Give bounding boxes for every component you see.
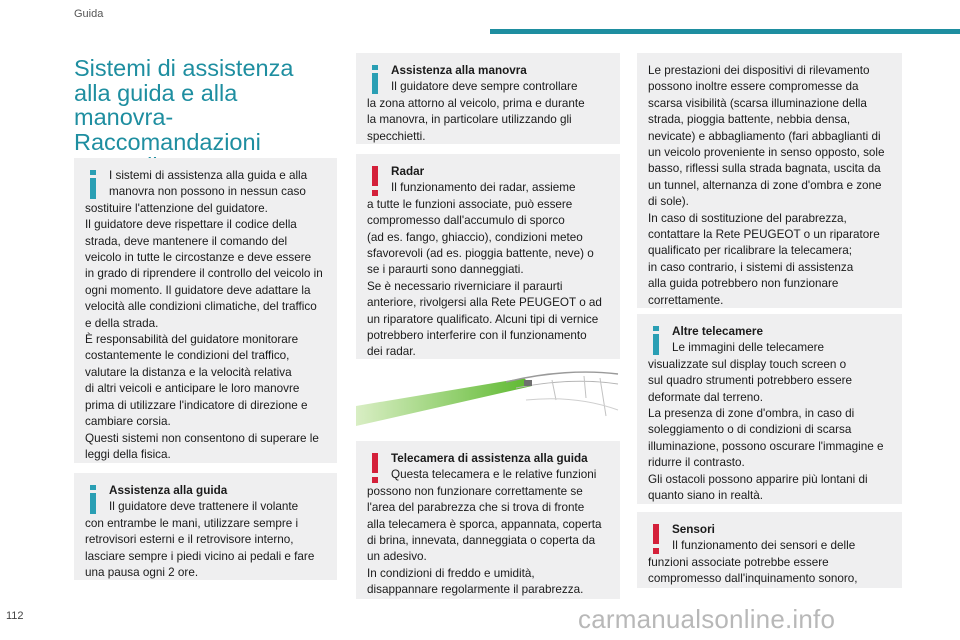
text-line: scarsa visibilità (scarsa illuminazione della <box>648 96 867 110</box>
camera-field-of-view <box>356 378 532 426</box>
text-line: sostituire l'attenzione del guidatore. <box>85 201 268 215</box>
text-line: sul quadro strumenti potrebbero essere <box>648 374 852 388</box>
box-heading: Assistenza alla manovra <box>391 64 527 77</box>
text-line: In condizioni di freddo e umidità, <box>367 566 535 580</box>
box-heading: Radar <box>391 165 425 178</box>
text-line: ogni momento. Il guidatore deve adattare la <box>85 283 311 297</box>
info-box-text <box>85 499 327 581</box>
info-icon <box>648 326 670 360</box>
text-line: Il guidatore deve sempre controllare <box>391 80 578 94</box>
text-line: compromesso dall'accumulo di sporco <box>367 214 565 228</box>
text-line: Il guidatore deve trattenere il volante <box>109 500 299 514</box>
text-line: un tunnel, alternanza di zone d'ombra e zone <box>648 178 882 192</box>
text-line: con entrambe le mani, utilizzare sempre i <box>85 516 299 530</box>
text-line: Questa telecamera e le relative funzioni <box>391 468 597 482</box>
text-line: funzioni associate potrebbe essere <box>648 555 829 569</box>
text-line: se i paraurti sono danneggiati. <box>367 263 524 277</box>
text-line: In caso di sostituzione del parabrezza, <box>648 211 847 225</box>
text-line: retrovisori esterni e il retrovisore interno, <box>85 533 294 547</box>
warning-box-text <box>648 538 892 587</box>
page-number: 112 <box>6 610 24 622</box>
box-heading: Sensori <box>672 523 715 536</box>
camera-icon <box>524 380 532 386</box>
text-line: valutare la distanza e la velocità relativa <box>85 365 292 379</box>
text-line: di brina, innevata, danneggiata o coperta da <box>367 534 596 548</box>
warning-box-driving-camera <box>356 441 620 599</box>
text-line: una pausa ogni 2 ore. <box>85 566 199 580</box>
text-line: Gli ostacoli possono apparire più lontani di <box>648 472 868 486</box>
text-line: l'area del parabrezza che si trova di fronte <box>367 501 585 515</box>
text-line: deformate dal terreno. <box>648 390 763 404</box>
text-line: in grado di riprendere il controllo del veicolo in <box>85 267 323 281</box>
warning-box-text <box>367 467 610 598</box>
text-line: Se è necessario riverniciare il paraurti <box>367 279 563 293</box>
text-line: Le prestazioni dei dispositivi di rilevamento <box>648 64 870 77</box>
text-line: di altri veicoli e anticipare le loro manovre <box>85 382 300 396</box>
info-icon <box>367 65 389 99</box>
warning-icon <box>648 524 670 558</box>
text-line: La presenza di zone d'ombra, in caso di <box>648 407 855 421</box>
text-line: alla guida potrebbero non funzionare <box>648 277 839 291</box>
info-icon <box>85 485 107 519</box>
info-box-text <box>367 79 610 145</box>
text-line: strada, pioggia battente, nebbia densa, <box>648 113 851 127</box>
page-title: Sistemi di assistenza alla guida e alla manovra- Raccomandazioni <box>74 55 294 155</box>
text-line: Il guidatore deve rispettare il codice della <box>85 218 297 232</box>
text-line: un riparatore qualificato. Alcuni tipi di vernice <box>367 312 599 326</box>
warning-icon <box>367 453 389 487</box>
info-box-parking-assist <box>356 53 620 144</box>
text-line: disappannare regolarmente il parabrezza. <box>367 583 584 597</box>
text-line: nevicate) e abbagliamento (fari abbaglianti di <box>648 129 881 143</box>
info-box-text <box>85 168 327 463</box>
text-line: Il funzionamento dei sensori e delle <box>672 539 856 553</box>
box-heading: Altre telecamere <box>672 325 763 338</box>
text-line: costantemente le condizioni del traffico, <box>85 349 290 363</box>
warning-box-radar <box>356 154 620 359</box>
text-line: e della strada. <box>85 316 159 330</box>
watermark: carmanualsonline.info <box>578 604 836 634</box>
info-box-other-cameras <box>637 314 902 504</box>
windscreen-camera-illustration <box>356 370 620 434</box>
text-line: ridurre il contrasto. <box>648 456 745 470</box>
text-line: a tutte le funzioni associate, può essere <box>367 197 573 211</box>
text-line: possono non funzionare correttamente se <box>367 484 583 498</box>
info-box-general <box>74 158 337 463</box>
continued-box-detection <box>637 53 902 308</box>
text-line: alla telecamera è sporca, appannata, coperta <box>367 517 602 531</box>
info-icon <box>85 170 107 204</box>
section-title: Guida <box>74 8 104 20</box>
text-line: la zona attorno al veicolo, prima e durante <box>367 96 585 110</box>
text-line: veicolo in tutte le circostanze e deve essere <box>85 251 312 265</box>
text-line: un veicolo proveniente in senso opposto, sole <box>648 146 885 160</box>
text-line: la manovra, in particolare utilizzando gli <box>367 113 572 127</box>
text-line: potrebbero interferire con il funzionamento <box>367 329 587 343</box>
text-line: cambiare corsia. <box>85 415 171 429</box>
text-line: illuminazione, possono oscurare l'immagine e <box>648 439 884 453</box>
text-line: qualificato per ricalibrare la telecamera; <box>648 244 852 258</box>
text-line: strada, deve mantenere il comando del <box>85 234 288 248</box>
text-line: possono inoltre essere compromesse da <box>648 80 859 94</box>
warning-box-sensors <box>637 512 902 588</box>
warning-box-text <box>367 180 610 360</box>
info-box-driving-assist <box>74 473 337 580</box>
text-line: di sole). <box>648 195 689 209</box>
text-line: lasciare sempre i piedi vicino ai pedali e fare <box>85 549 315 563</box>
warning-icon <box>367 166 389 200</box>
text-line: visualizzate sul display touch screen o <box>648 357 847 371</box>
text-line: È responsabilità del guidatore monitorare <box>85 333 299 347</box>
text-line: in caso contrario, i sistemi di assistenza <box>648 260 854 274</box>
text-line: Questi sistemi non consentono di superare le <box>85 431 319 445</box>
text-line: (ad es. fango, ghiaccio), condizioni meteo <box>367 230 583 244</box>
text-line: un adesivo. <box>367 550 427 564</box>
text-line: quanto siano in realtà. <box>648 489 764 503</box>
box-heading: Telecamera di assistenza alla guida <box>391 452 588 465</box>
info-box-text <box>648 340 892 504</box>
text-line: contattare la Rete PEUGEOT o un riparatore <box>648 228 880 242</box>
text-line: correttamente. <box>648 293 724 307</box>
text-line: I sistemi di assistenza alla guida e alla <box>109 169 308 182</box>
text-line: manovra non possono in nessun caso <box>109 185 306 199</box>
text-line: prima di utilizzare l'indicatore di direzione e <box>85 398 308 412</box>
text-line: basso, riflessi sulla strada bagnata, uscita da <box>648 162 881 176</box>
text-line: leggi della fisica. <box>85 447 171 461</box>
header-accent-bar <box>490 29 960 34</box>
text-line: Le immagini delle telecamere <box>672 341 825 355</box>
text-line: soleggiamento o di condizioni di scarsa <box>648 423 852 437</box>
text-line: Il funzionamento dei radar, assieme <box>391 181 576 195</box>
text-line: anteriore, rivolgersi alla Rete PEUGEOT o ad <box>367 296 602 310</box>
text-line: compromesso dall'inquinamento sonoro, <box>648 572 858 586</box>
box-text <box>648 63 892 309</box>
text-line: sfavorevoli (ad es. pioggia battente, neve) o <box>367 247 594 261</box>
text-line: dei radar. <box>367 345 416 359</box>
text-line: specchietti. <box>367 129 426 143</box>
box-heading: Assistenza alla guida <box>109 484 228 497</box>
text-line: velocità alle condizioni climatiche, del traffico <box>85 300 317 314</box>
